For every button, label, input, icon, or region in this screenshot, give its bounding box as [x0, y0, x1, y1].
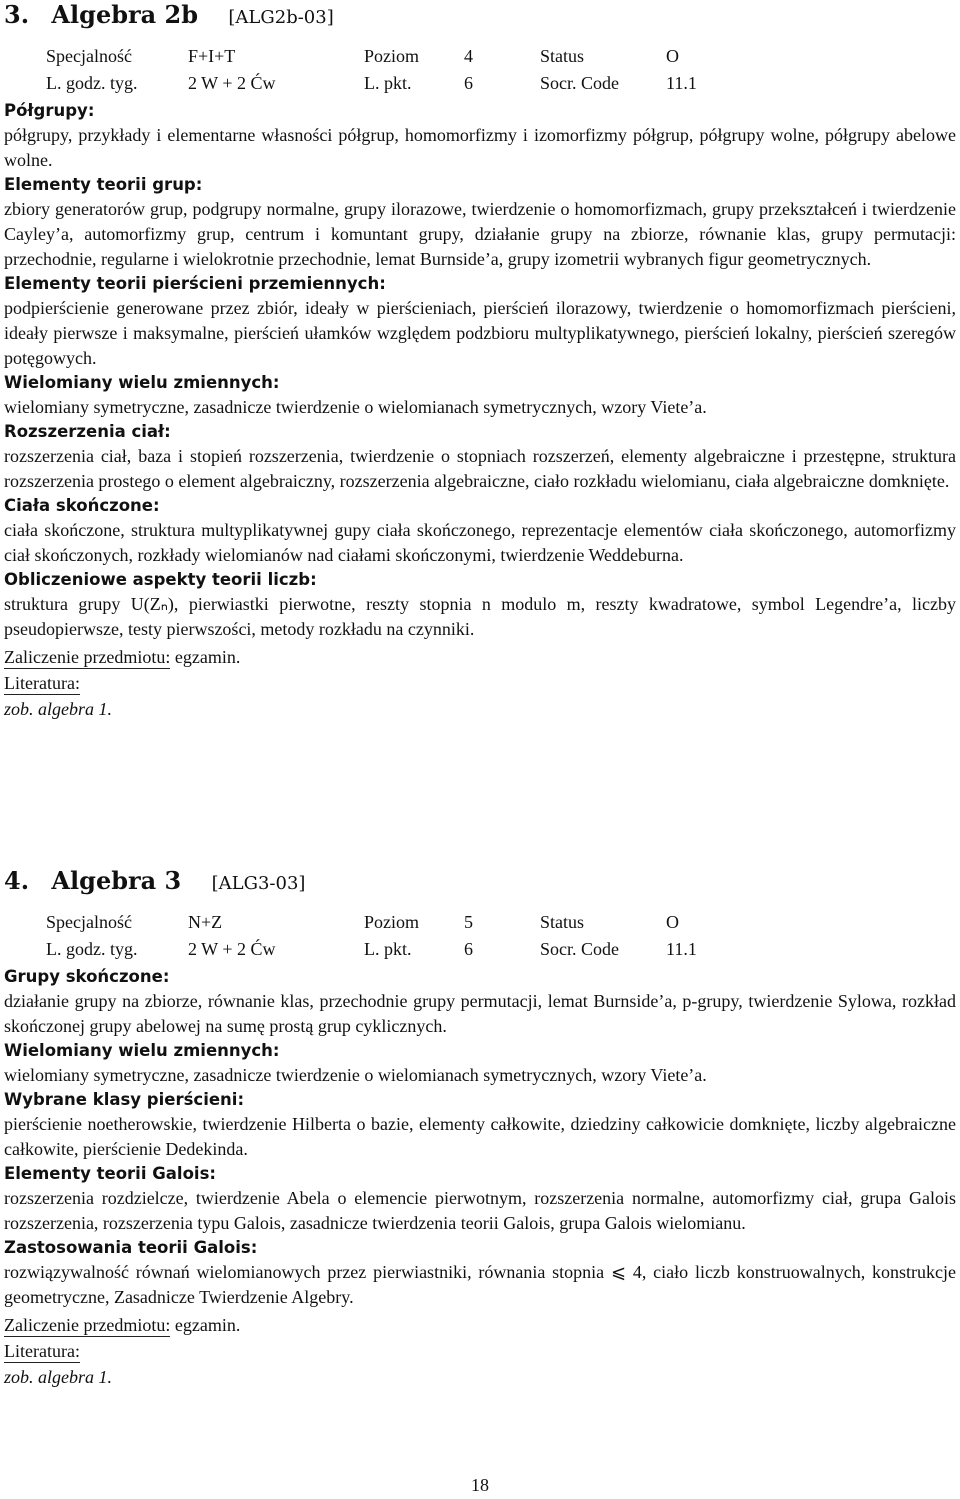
status-value: O [666, 912, 679, 932]
literature-label: Literatura: [4, 673, 80, 693]
credit-label: Zaliczenie przedmiotu: [4, 1315, 171, 1335]
section-title: Rozszerzenia ciał: [4, 422, 171, 441]
section-title: Elementy teorii grup: [4, 175, 203, 194]
points-value: 6 [464, 939, 473, 959]
status-value: O [666, 46, 679, 66]
literature-value: zob. algebra 1. [4, 1367, 112, 1387]
course-code: [ALG3-03] [211, 873, 306, 894]
section-body: działanie grupy na zbiorze, równanie klas, przechodnie grupy permutacji, lemat Burnside’a, p-grupy, twierdzenie Sylowa, rozkład skończonej grupy abelowej na sumę prostą grup cyklicznych. [4, 991, 956, 1036]
literature-line [4, 670, 956, 696]
course-number: 3. [4, 0, 30, 29]
section-body: struktura grupy U(Zₙ), pierwiastki pierwotne, reszty stopnia n modulo m, reszty kwadratowe, symbol Legendre’a, liczby pseudopierwsze, testy pierwszości, metody rozkładu na czynniki. [4, 594, 956, 639]
section-title: Elementy teorii pierścieni przemiennych: [4, 274, 386, 293]
section-title: Wybrane klasy pierścieni: [4, 1090, 245, 1109]
course-meta-table [46, 43, 697, 97]
section-title: Grupy skończone: [4, 967, 170, 986]
hours-label: L. godz. tyg. [46, 939, 138, 959]
status-label: Status [540, 912, 585, 932]
hours-value: 2 W + 2 Ćw [188, 939, 276, 959]
points-value: 6 [464, 73, 473, 93]
credit-line [4, 644, 956, 670]
points-label: L. pkt. [364, 939, 412, 959]
section-title: Obliczeniowe aspekty teorii liczb: [4, 570, 317, 589]
section-title: Wielomiany wielu zmiennych: [4, 1041, 280, 1060]
course-code: [ALG2b-03] [228, 7, 334, 28]
literature-value: zob. algebra 1. [4, 699, 112, 719]
course-meta-table [46, 909, 697, 963]
section-body: rozwiązywalność równań wielomianowych przez pierwiastniki, równania stopnia ⩽ 4, ciało liczb konstruowalnych, konstrukcje geometryczne, Zasadnicze Twierdzenie Algebry. [4, 1262, 956, 1307]
section-body: wielomiany symetryczne, zasadnicze twierdzenie o wielomianach symetrycznych, wzory Viete’a. [4, 1065, 707, 1085]
credit-value: egzamin. [174, 647, 241, 667]
course-heading [4, 0, 956, 33]
literature-line [4, 1338, 956, 1364]
section-body: półgrupy, przykłady i elementarne własności półgrup, homomorfizmy i izomorfizmy półgrup, półgrupy wolne, półgrupy abelowe wolne. [4, 125, 956, 170]
course-heading [4, 866, 956, 899]
status-label: Status [540, 46, 585, 66]
section-body: rozszerzenia rozdzielcze, twierdzenie Abela o elemencie pierwotnym, rozszerzenia normalne, automorfizmy ciał, grupa Galois rozszerzenia, rozszerzenia typu Galois, zasadnicze twierdzenia teorii Galois, grupa Galois wielomianu. [4, 1188, 956, 1233]
section-body: wielomiany symetryczne, zasadnicze twierdzenie o wielomianach symetrycznych, wzory Viete’a. [4, 397, 707, 417]
course-block [4, 866, 956, 1390]
socr-label: Socr. Code [540, 73, 619, 93]
credit-line [4, 1312, 956, 1338]
course-block [4, 0, 956, 722]
section-title: Ciała skończone: [4, 496, 160, 515]
course-number: 4. [4, 866, 30, 895]
page-number: 18 [471, 1475, 489, 1495]
credit-label: Zaliczenie przedmiotu: [4, 647, 171, 667]
socr-value: 11.1 [666, 73, 697, 93]
course-title: Algebra 3 [51, 866, 182, 895]
level-label: Poziom [364, 912, 420, 932]
level-value: 5 [464, 912, 473, 932]
section-body: pierścienie noetherowskie, twierdzenie Hilberta o bazie, elementy całkowite, dziedziny całkowicie domknięte, liczby algebraiczne całkowite, pierścienie Dedekinda. [4, 1114, 956, 1159]
level-value: 4 [464, 46, 473, 66]
specialty-value: N+Z [188, 912, 223, 932]
level-label: Poziom [364, 46, 420, 66]
section-body: ciała skończone, struktura multyplikatywnej gupy ciała skończonego, reprezentacje elementów ciała skończonego, automorfizmy ciał skończonych, rozkłady wielomianów nad ciałami skończonymi, twierdzenie Weddeburna. [4, 520, 956, 565]
section-body: podpierścienie generowane przez zbiór, ideały w pierścieniach, pierścień ilorazowy, twierdzenie o homomorfizmach pierścieni, ideały pierwsze i maksymalne, pierścień ułamków względem podzbioru multyplikatywnego, pierścień lokalny, pierścień szeregów potęgowych. [4, 298, 956, 368]
socr-label: Socr. Code [540, 939, 619, 959]
hours-value: 2 W + 2 Ćw [188, 73, 276, 93]
section-title: Wielomiany wielu zmiennych: [4, 373, 280, 392]
points-label: L. pkt. [364, 73, 412, 93]
section-body: rozszerzenia ciał, baza i stopień rozszerzenia, twierdzenie o stopniach rozszerzeń, elementy algebraiczne i przestępne, struktura rozszerzenia prostego o element algebraiczny, rozszerzenia algebraiczne, ciało rozkładu wielomianu, ciała algebraiczne domknięte. [4, 446, 956, 491]
literature-label: Literatura: [4, 1341, 80, 1361]
hours-label: L. godz. tyg. [46, 73, 138, 93]
course-title: Algebra 2b [51, 0, 199, 29]
credit-value: egzamin. [174, 1315, 241, 1335]
specialty-label: Specjalność [46, 46, 132, 66]
section-title: Elementy teorii Galois: [4, 1164, 216, 1183]
specialty-label: Specjalność [46, 912, 132, 932]
section-title: Półgrupy: [4, 101, 95, 120]
section-body: zbiory generatorów grup, podgrupy normalne, grupy ilorazowe, twierdzenie o homomorfizmach, grupy przekształceń i twierdzenie Cayley’a, automorfizmy grup, centrum i komuntant grupy, działanie grupy na zbiorze, równanie klas, grupy permutacji: przechodnie, regularne i wielokrotnie przechodnie, lemat Burnside’a, grupy izometrii wybranych figur geometrycznych. [4, 199, 956, 269]
section-title: Zastosowania teorii Galois: [4, 1238, 258, 1257]
socr-value: 11.1 [666, 939, 697, 959]
specialty-value: F+I+T [188, 46, 236, 66]
